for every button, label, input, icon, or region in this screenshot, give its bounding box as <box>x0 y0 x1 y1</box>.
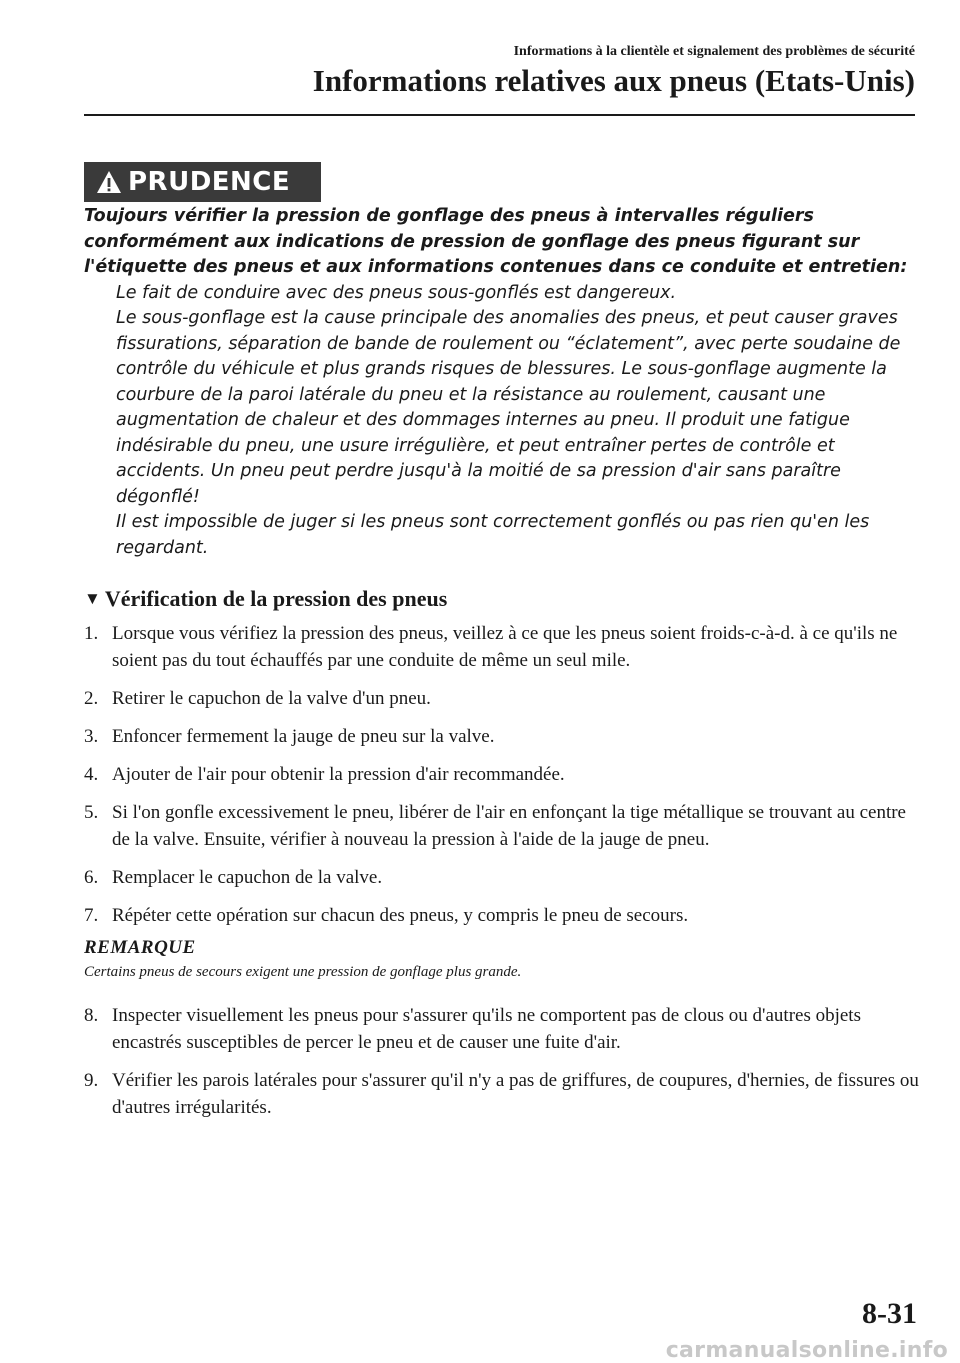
page-number: 8-31 <box>862 1297 917 1330</box>
step-number: 3. <box>84 726 99 747</box>
step-number: 9. <box>84 1070 99 1091</box>
list-item <box>84 620 920 674</box>
section-heading <box>84 586 447 612</box>
page-header <box>84 44 915 116</box>
step-number: 8. <box>84 1005 99 1026</box>
chapter-title: Informations à la clientèle et signalement des problèmes de sécurité <box>513 44 915 59</box>
procedure-steps <box>84 620 920 1132</box>
caution-body <box>84 204 922 561</box>
warning-triangle-icon <box>96 169 122 195</box>
step-text: Inspecter visuellement les pneus pour s'assurer qu'ils ne comportent pas de clous ou d'autres objets encastrés susceptibles de percer le pneu et de causer une fuite d'air. <box>112 1005 861 1053</box>
list-item <box>84 864 920 891</box>
header-rule <box>84 114 915 116</box>
section-title: Vérification de la pression des pneus <box>104 586 448 611</box>
step-text: Si l'on gonfle excessivement le pneu, libérer de l'air en enfonçant la tige métallique se trouvant au centre de la valve. Ensuite, vérifier à nouveau la pression à l'aide de la jauge de pneu. <box>112 802 906 850</box>
caution-paragraph: Le fait de conduire avec des pneus sous-gonflés est dangereux. <box>116 282 677 303</box>
caution-paragraph: Le sous-gonflage est la cause principale des anomalies des pneus, et peut causer graves fissurations, séparation de bande de roulement ou “éclatement”, avec perte soudaine de contrôle du véhicule et plus grands risques de blessures. Le sous-gonflage augmente la courbure de la paroi latérale du pneu et la résistance au roulement, causant une augmentation de chaleur et des dommages internes au pneu. Il produit une fatigue indésirable du pneu, une usure irrégulière, et peut entraîner pertes de contrôle et accidents. Un pneu peut perdre jusqu'à la moitié de sa pression d'air sans paraître dégonflé! <box>116 308 901 507</box>
caution-label: PRUDENCE <box>128 167 291 197</box>
watermark[interactable]: carmanualsonline.info <box>665 1338 948 1363</box>
page-title: Informations relatives aux pneus (Etats-Unis) <box>312 63 915 98</box>
caution-lead: Toujours vérifier la pression de gonflage des pneus à intervalles réguliers conformément aux indications de pression de gonflage des pneus figurant sur l'étiquette des pneus et aux informations contenues dans ce conduite et entretien: <box>84 206 908 277</box>
list-item <box>84 1002 920 1056</box>
list-item <box>84 723 920 750</box>
step-number: 6. <box>84 867 99 888</box>
list-item <box>84 1067 920 1121</box>
step-number: 2. <box>84 688 99 709</box>
remark-note <box>84 934 920 982</box>
step-text: Enfoncer fermement la jauge de pneu sur la valve. <box>112 726 495 747</box>
step-text: Remplacer le capuchon de la valve. <box>112 867 383 888</box>
step-text: Lorsque vous vérifiez la pression des pneus, veillez à ce que les pneus soient froids-c-à-d. à ce qu'ils ne soient pas du tout échauffés par une conduite de même un seul mile. <box>112 623 898 671</box>
step-text: Ajouter de l'air pour obtenir la pression d'air recommandée. <box>112 764 565 785</box>
step-number: 5. <box>84 802 99 823</box>
list-item <box>84 902 920 929</box>
remark-title: REMARQUE <box>84 937 196 958</box>
caution-banner <box>84 162 321 202</box>
step-number: 4. <box>84 764 99 785</box>
caution-paragraph: Il est impossible de juger si les pneus sont correctement gonflés ou pas rien qu'en les regardant. <box>116 512 870 558</box>
step-text: Retirer le capuchon de la valve d'un pneu. <box>112 688 431 709</box>
step-text: Vérifier les parois latérales pour s'assurer qu'il n'y a pas de griffures, de coupures, d'hernies, de fissures ou d'autres irrégularités. <box>112 1070 919 1118</box>
step-text: Répéter cette opération sur chacun des pneus, y compris le pneu de secours. <box>112 905 689 926</box>
list-item <box>84 799 920 853</box>
list-item <box>84 761 920 788</box>
remark-text: Certains pneus de secours exigent une pression de gonflage plus grande. <box>84 964 522 980</box>
step-number: 7. <box>84 905 99 926</box>
step-number: 1. <box>84 623 99 644</box>
section-marker-icon: ▼ <box>84 589 101 608</box>
list-item <box>84 685 920 712</box>
